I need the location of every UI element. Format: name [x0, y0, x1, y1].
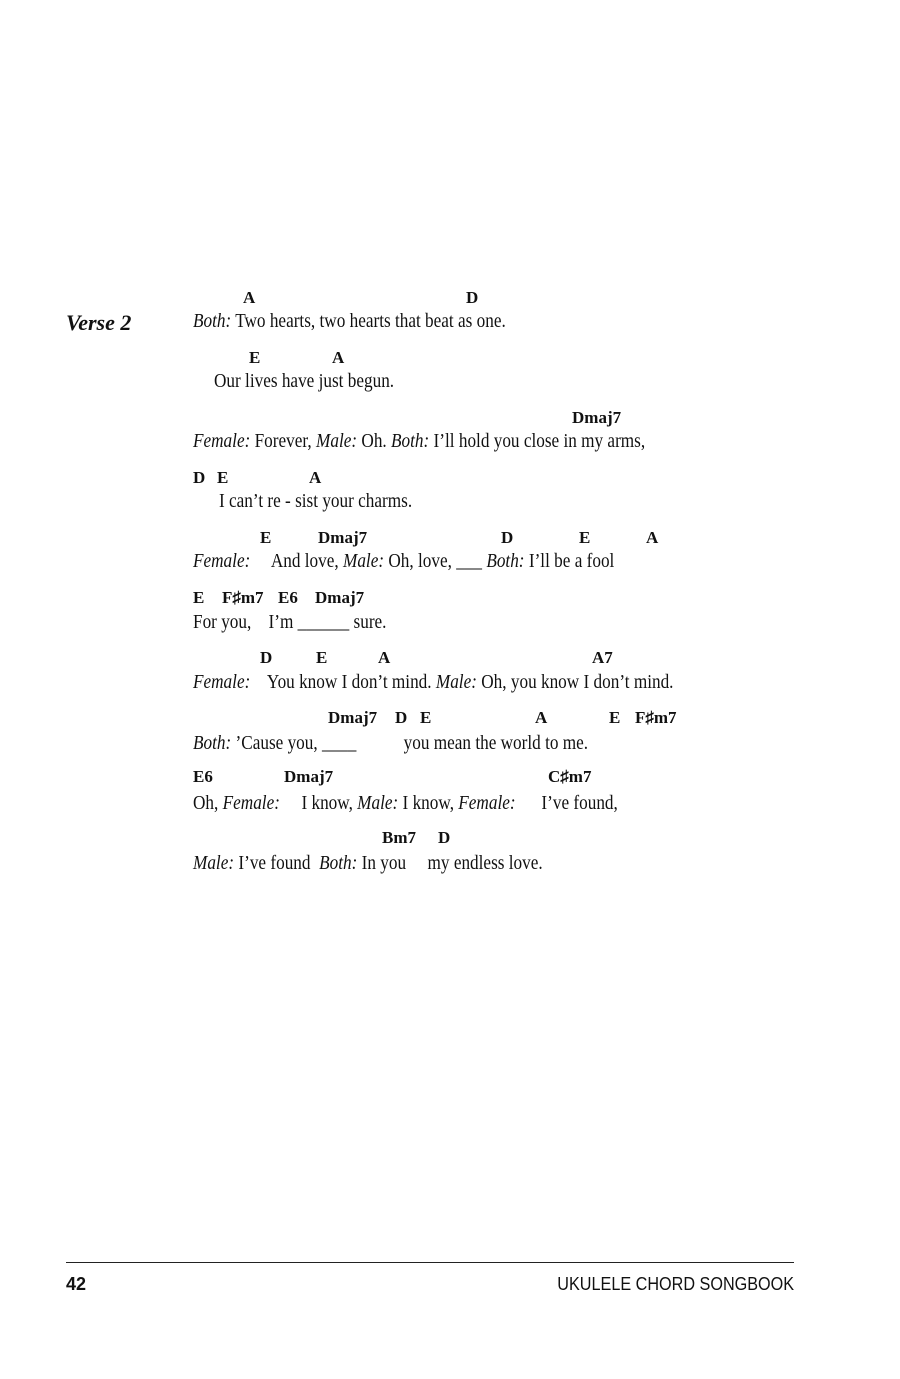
chord-label: E [217, 468, 229, 487]
lyric-text: I’ll be a fool [524, 550, 615, 572]
chord-label: D [466, 288, 479, 307]
chord-label: A [646, 528, 659, 547]
chord-label: Dmaj7 [284, 767, 334, 786]
singer-cue: Both: [486, 550, 525, 572]
lyric-line [193, 853, 543, 873]
singer-cue: Male: [435, 671, 477, 693]
chord-label: E6 [193, 767, 213, 786]
lyric-text: And love, [250, 550, 344, 572]
chord-label: Dmaj7 [328, 708, 378, 727]
lyric-line [193, 311, 506, 331]
lyric-line [219, 491, 412, 511]
chord-label: D [438, 828, 451, 847]
lyric-line [193, 551, 614, 571]
lyric-text: I’ve found [234, 852, 320, 874]
chord-label: F♯m7 [635, 708, 677, 727]
book-title: UKULELE CHORD SONGBOOK [557, 1274, 794, 1294]
chord-label: Dmaj7 [315, 588, 365, 607]
singer-cue: Both: [193, 732, 232, 754]
chord-label: D [260, 648, 273, 667]
singer-cue: Male: [193, 852, 235, 874]
lyric-text: I know, [398, 792, 459, 814]
singer-cue: Female: [222, 792, 280, 814]
chord-label: D [395, 708, 408, 727]
singer-cue: Female: [458, 792, 516, 814]
chord-label: E [420, 708, 432, 727]
chord-label: E [316, 648, 328, 667]
chord-label: E [260, 528, 272, 547]
lyric-text: I know, [279, 792, 358, 814]
chord-label: A [309, 468, 322, 487]
singer-cue: Both: [319, 852, 358, 874]
chord-label: E [579, 528, 591, 547]
lyric-line [193, 672, 673, 692]
chord-label: E [249, 348, 261, 367]
chord-label: A [243, 288, 256, 307]
singer-cue: Both: [193, 310, 232, 332]
chord-label: A [332, 348, 345, 367]
page-number: 42 [66, 1274, 87, 1294]
chord-label: A7 [592, 648, 613, 667]
singer-cue: Male: [316, 430, 358, 452]
chord-label: E [193, 588, 205, 607]
section-label: Verse 2 [66, 310, 132, 335]
lyric-text: I’ve found, [515, 792, 618, 814]
lyric-text: You know I don’t mind. [250, 671, 436, 693]
chord-label: Bm7 [382, 828, 416, 847]
singer-cue: Female: [193, 671, 251, 693]
chord-label: E6 [278, 588, 298, 607]
chord-label: F♯m7 [222, 588, 264, 607]
lyric-text: Oh, love, ___ [384, 550, 487, 572]
chord-label: E [609, 708, 621, 727]
lyric-text: For you, I’m ______ sure. [193, 611, 387, 633]
lyric-text: Two hearts, two hearts that beat as one. [231, 310, 506, 332]
lyric-text: I can’t re - sist your charms. [219, 490, 413, 512]
lyric-text: Oh, [193, 792, 223, 814]
lyric-line [214, 371, 394, 391]
chord-label: A [378, 648, 391, 667]
lyric-line [193, 733, 588, 753]
lyric-text: Oh. [357, 430, 392, 452]
singer-cue: Male: [343, 550, 385, 572]
chord-label: D [193, 468, 206, 487]
singer-cue: Female: [193, 430, 251, 452]
singer-cue: Male: [357, 792, 399, 814]
lyric-text: I’ll hold you close in my arms, [429, 430, 646, 452]
lyric-text: Forever, [250, 430, 317, 452]
chord-label: Dmaj7 [572, 408, 622, 427]
lyric-text: Our lives have just begun. [214, 370, 395, 392]
chord-label: D [501, 528, 514, 547]
lyric-text: ’Cause you, ____ you mean the world to me. [231, 732, 589, 754]
lyric-text: In you my endless love. [357, 852, 543, 874]
chord-label: C♯m7 [548, 767, 592, 786]
lyric-text: Oh, you know I don’t mind. [476, 671, 674, 693]
singer-cue: Both: [391, 430, 430, 452]
singer-cue: Female: [193, 550, 251, 572]
footer-divider [66, 1262, 794, 1263]
lyric-line [193, 431, 645, 451]
lyric-line [193, 793, 618, 813]
lyric-line [193, 612, 386, 632]
chord-label: Dmaj7 [318, 528, 368, 547]
chord-label: A [535, 708, 548, 727]
